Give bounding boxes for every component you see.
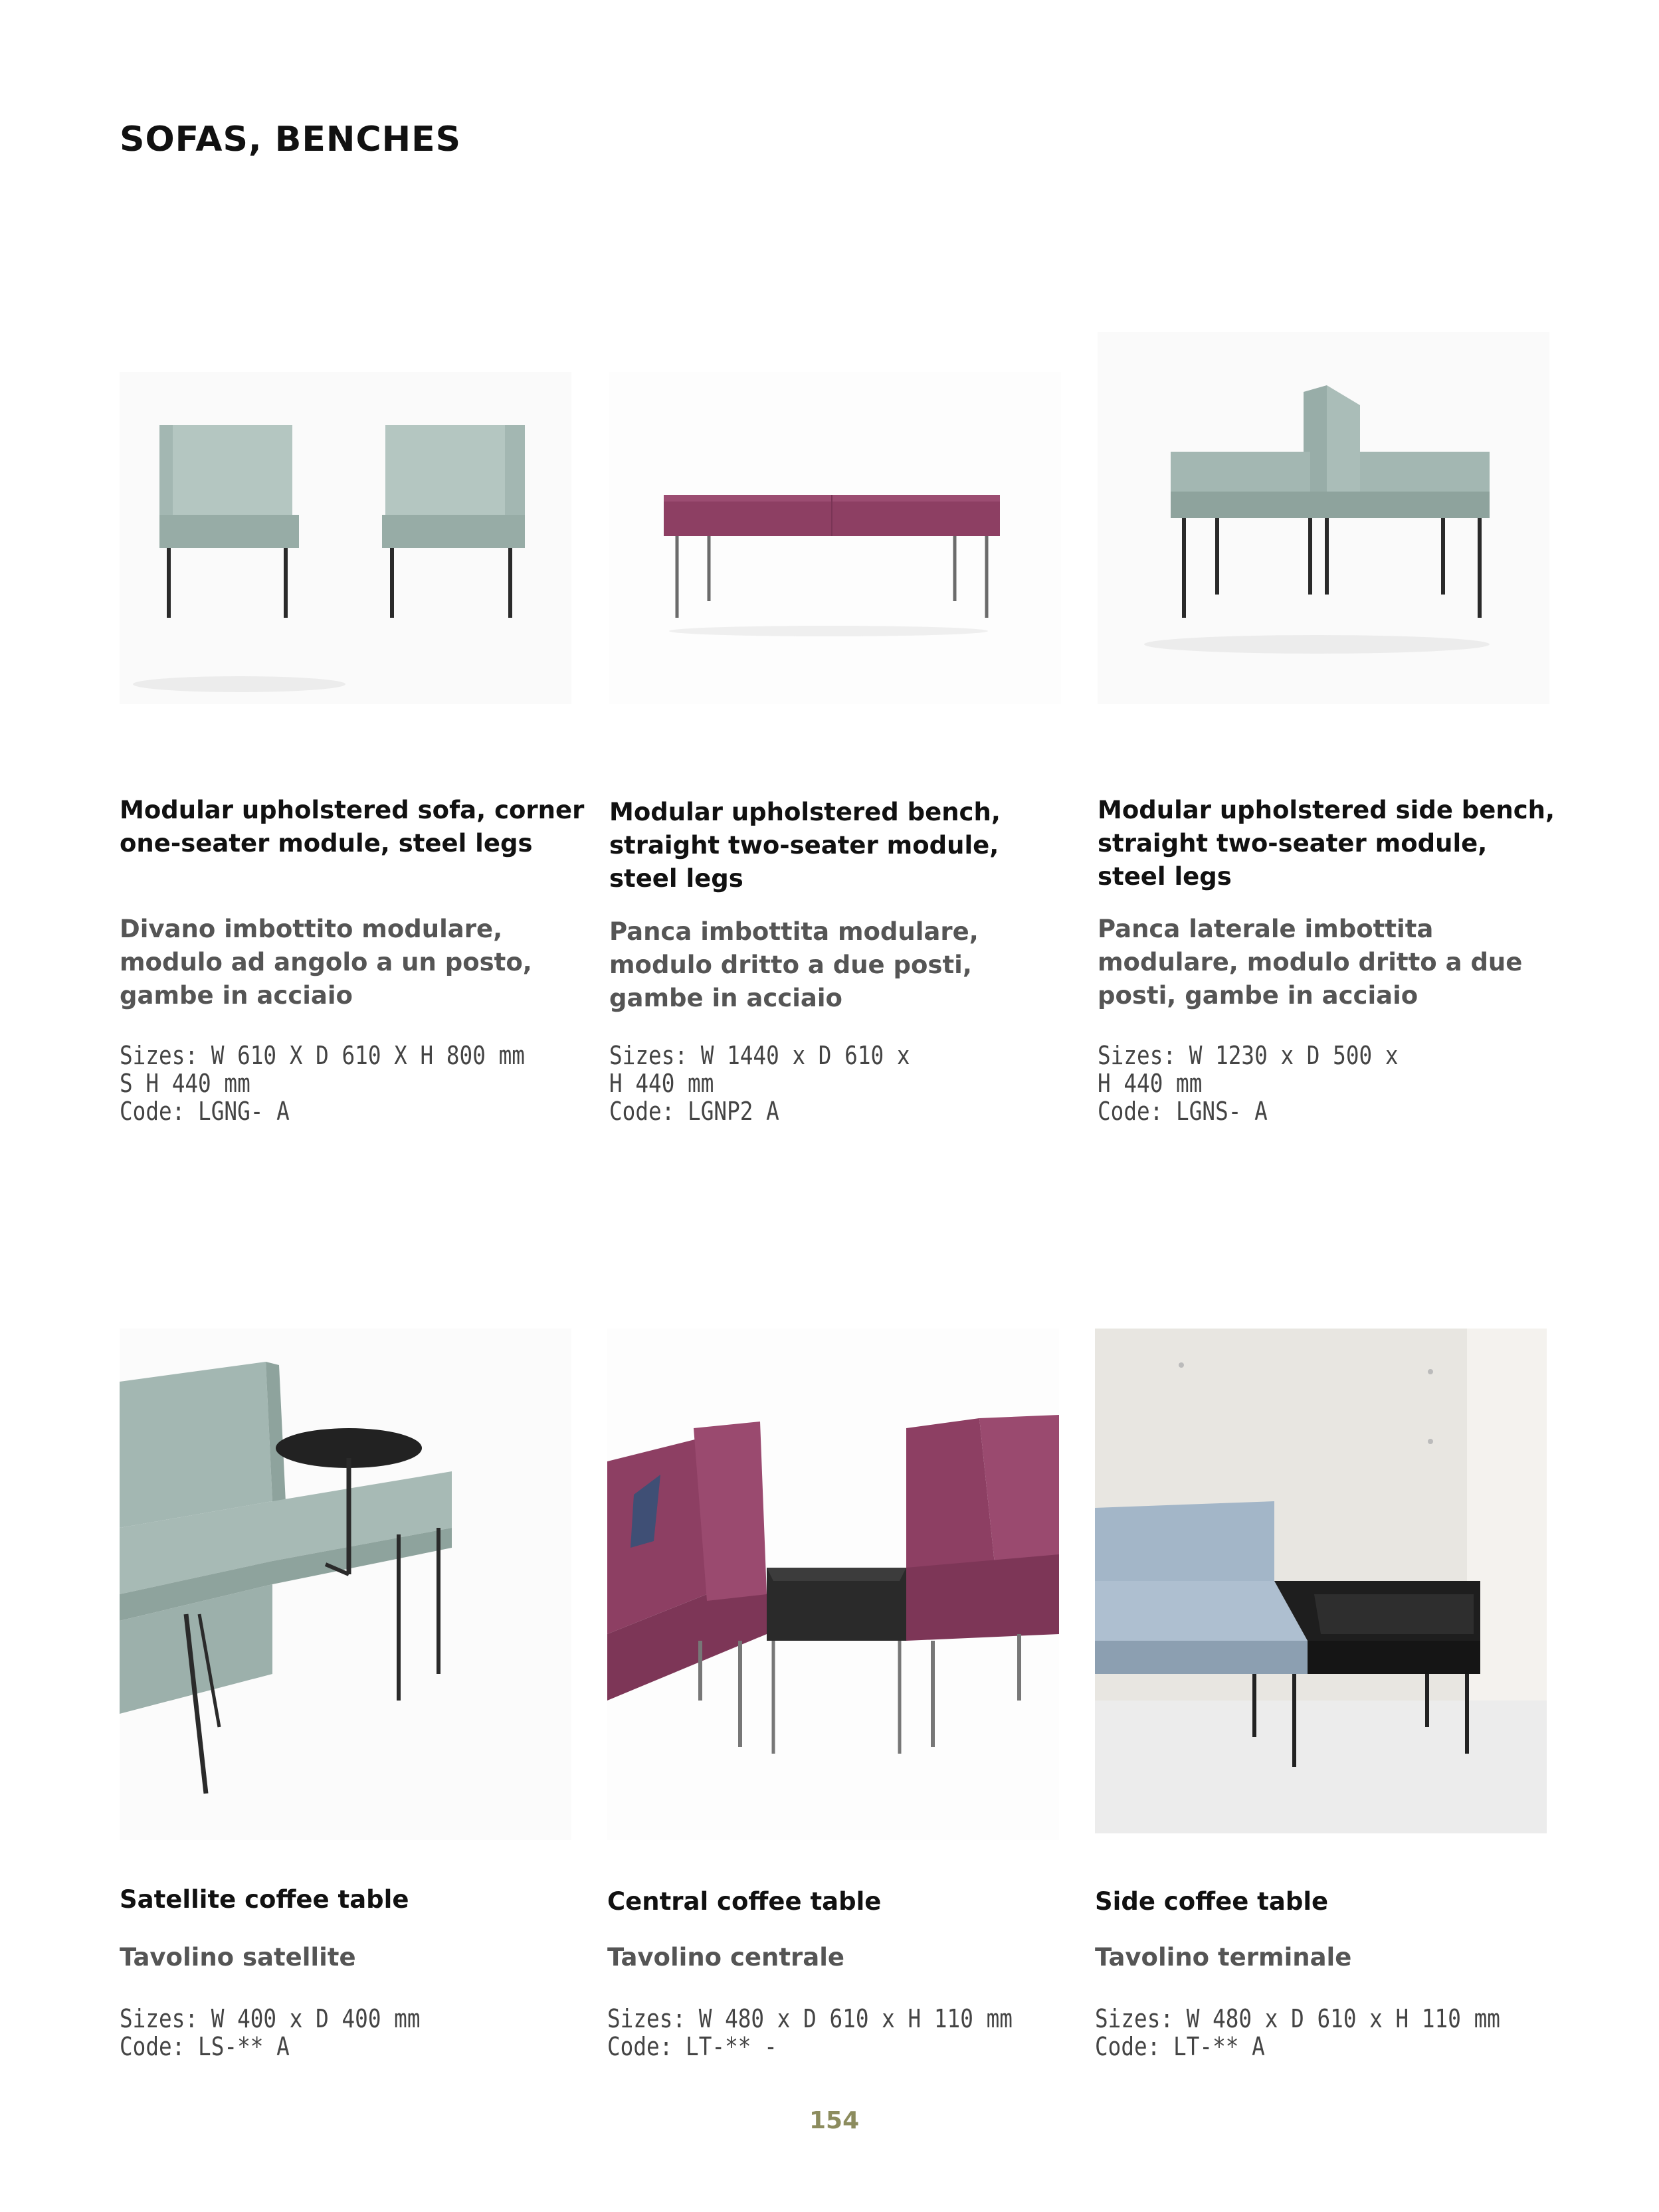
product-code: Code: LGNP2 A bbox=[609, 1097, 779, 1126]
straight-bench-image bbox=[609, 372, 1061, 704]
product-code: Code: LS-** A bbox=[120, 2032, 290, 2061]
product-title-en: Central coffee table bbox=[607, 1887, 882, 1916]
product-code: Code: LT-** - bbox=[607, 2032, 777, 2061]
product-title-it: Panca laterale imbottita modulare, modulo dritto a due posti, gambe in acciaio bbox=[1098, 915, 1523, 1010]
product-sizes: Sizes: W 610 X D 610 X H 800 mm S H 440 mm bbox=[120, 1041, 525, 1098]
product-title-en: Modular upholstered sofa, corner one-seater module, steel legs bbox=[120, 796, 585, 858]
product-title-it: Tavolino terminale bbox=[1095, 1943, 1352, 1972]
product-code: Code: LGNG- A bbox=[120, 1097, 290, 1126]
product-title-en: Satellite coffee table bbox=[120, 1885, 409, 1914]
product-title-it: Panca imbottita modulare, modulo dritto a due posti, gambe in acciaio bbox=[609, 917, 979, 1012]
page-number: 154 bbox=[809, 2107, 860, 2134]
corner-one-seater-sofa-image bbox=[120, 372, 571, 704]
product-title-en: Modular upholstered bench, straight two-seater module, steel legs bbox=[609, 798, 1001, 893]
product-title-en: Side coffee table bbox=[1095, 1887, 1329, 1916]
product-sizes: Sizes: W 1440 x D 610 x H 440 mm bbox=[609, 1041, 910, 1098]
satellite-coffee-table-image bbox=[120, 1329, 571, 1840]
product-sizes: Sizes: W 1230 x D 500 x H 440 mm bbox=[1098, 1041, 1399, 1098]
central-coffee-table-image bbox=[607, 1329, 1059, 1840]
product-title-en: Modular upholstered side bench, straight two-seater module, steel legs bbox=[1098, 796, 1555, 891]
product-title-it: Tavolino satellite bbox=[120, 1943, 356, 1972]
page-title: SOFAS, BENCHES bbox=[120, 120, 462, 159]
side-coffee-table-image bbox=[1095, 1329, 1547, 1833]
product-code: Code: LT-** A bbox=[1095, 2032, 1265, 2061]
product-sizes: Sizes: W 480 x D 610 x H 110 mm bbox=[607, 2004, 1013, 2033]
product-sizes: Sizes: W 400 x D 400 mm bbox=[120, 2004, 421, 2033]
product-title-it: Divano imbottito modulare, modulo ad angolo a un posto, gambe in acciaio bbox=[120, 915, 532, 1010]
product-code: Code: LGNS- A bbox=[1098, 1097, 1268, 1126]
side-bench-image bbox=[1098, 332, 1549, 704]
product-title-it: Tavolino centrale bbox=[607, 1943, 845, 1972]
product-sizes: Sizes: W 480 x D 610 x H 110 mm bbox=[1095, 2004, 1500, 2033]
